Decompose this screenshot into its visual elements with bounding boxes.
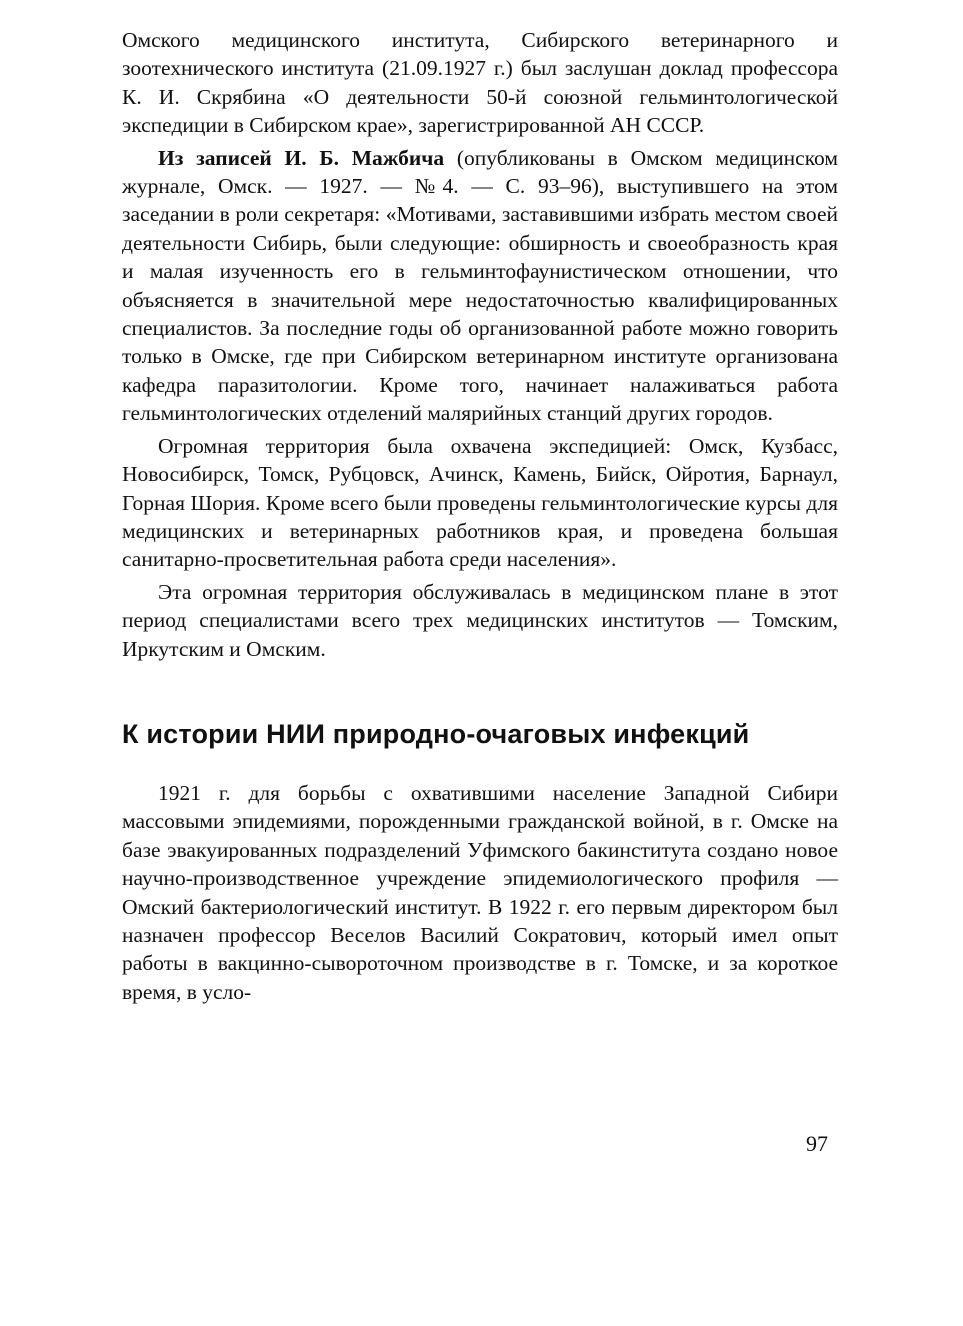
document-page	[122, 26, 838, 1006]
section-body	[122, 779, 838, 1006]
page-number: 97	[806, 1131, 828, 1156]
section-heading: К истории НИИ природно-очаговых инфекций	[122, 718, 750, 749]
paragraph-2-text: (опубликованы в Омском медицинском журнале, Омск. — 1927. — №4. — С. 93–96), выступившего на этом заседании в роли секретаря: «Мотивами, заставившими избрать местом своей деятельности Сибирь, были следующие: обширность и своеобразность края и малая изученность его в гельминтофаунистическом отношении, что объясняется в значительной мере недостаточностью квалифицированных специалистов. За последние годы об организованной работе можно говорить только в Омске, где при Сибирском ветеринарном институте организована кафедра паразитологии. Кроме того, начинает налаживаться работа гельминтологических отделений малярийных станций других городов.	[122, 145, 838, 426]
paragraph-2	[122, 144, 838, 428]
paragraph-3	[122, 432, 838, 574]
paragraph-1	[122, 26, 838, 140]
paragraph-3-text: Огромная территория была охвачена экспедицией: Омск, Кузбасс, Новосибирск, Томск, Рубцовск, Ачинск, Камень, Бийск, Ойротия, Барнаул, Горная Шория. Кроме всего были проведены гельминтологические курсы для медицинских и ветеринарных работников края, и проведена большая санитарно-просветительная работа среди населения».	[122, 433, 838, 572]
section-paragraph-1	[122, 779, 838, 1006]
paragraph-4-text: Эта огромная территория обслуживалась в медицинском плане в этот период специалистами всего трех медицинских институтов — Томским, Иркутским и Омским.	[122, 579, 838, 661]
paragraph-4	[122, 578, 838, 663]
paragraph-2-lead: Из записей И. Б. Мажбича	[158, 145, 445, 170]
paragraph-1-text: Омского медицинского института, Сибирского ветеринарного и зоотехнического института (21.09.1927 г.) был заслушан доклад профессора К. И. Скрябина «О деятельности 50-й союзной гельминтологической экспедиции в Сибирском крае», зарегистрированной АН СССР.	[122, 28, 838, 138]
section-paragraph-1-text: 1921 г. для борьбы с охватившими население Западной Сибири массовыми эпидемиями, порожденными гражданской войной, в г. Омске на базе эвакуированных подразделений Уфимского бакинститута создано новое научно-производственное учреждение эпидемиологического профиля — Омский бактериологический институт. В 1922 г. его первым директором был назначен профессор Веселов Василий Сократович, который имел опыт работы в вакцинно-сывороточном производстве в г. Томске, и за короткое время, в усло-	[122, 780, 838, 1004]
